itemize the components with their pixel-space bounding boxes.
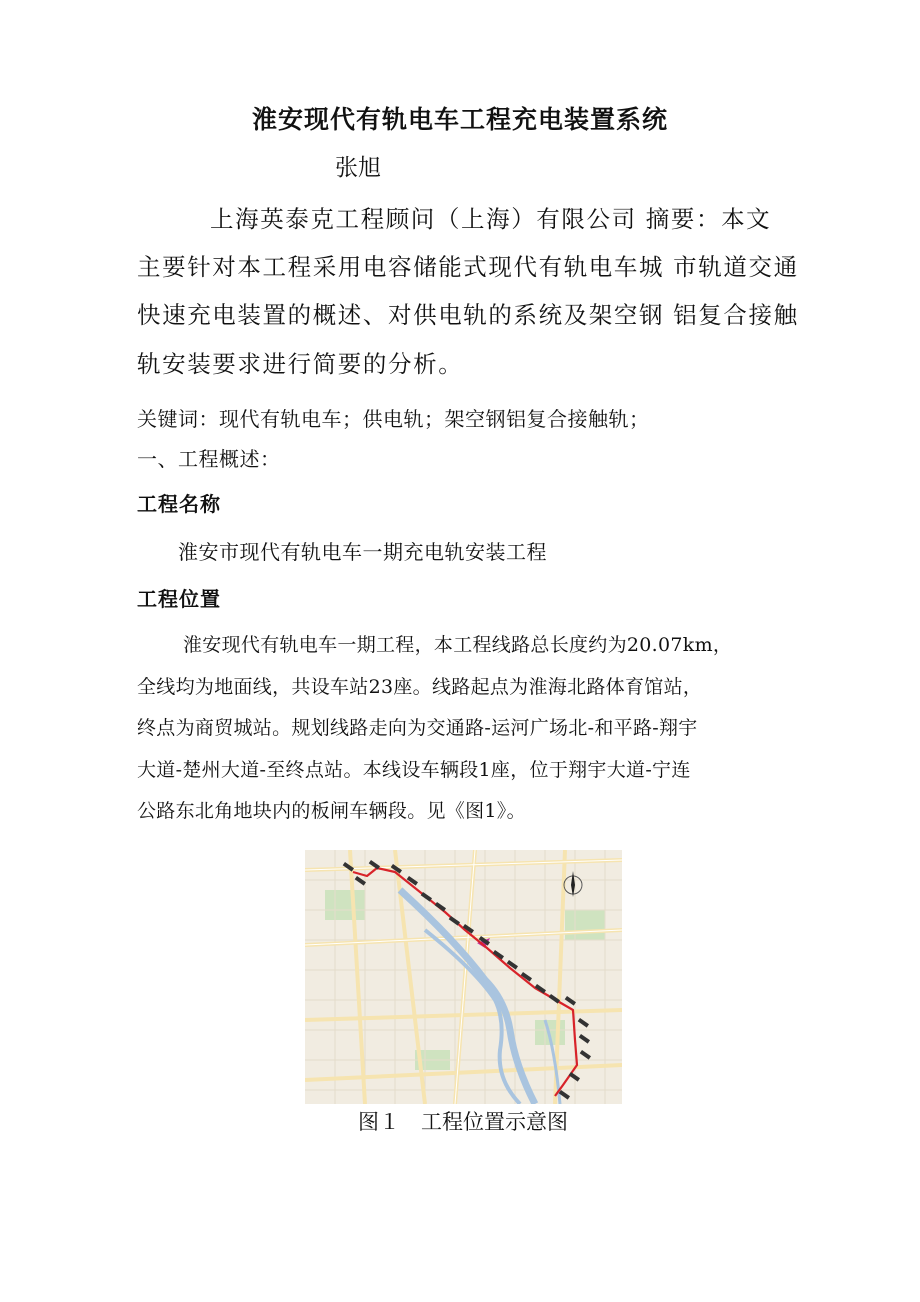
abstract-line-2: 主要针对本工程采用电容储能式现代有轨电车城 市轨道交通: [137, 253, 799, 281]
location-line-4: 大道-楚州大道-至终点站。本线设车辆段1座，位于翔宇大道-宁连: [137, 759, 691, 781]
document-title: 淮安现代有轨电车工程充电装置系统: [251, 105, 668, 134]
project-name: 淮安市现代有轨电车一期充电轨安装工程: [178, 540, 547, 564]
location-line-5: 公路东北角地块内的板闸车辆段。见《图1》。: [137, 800, 526, 822]
abstract-line-1: 上海英泰克工程顾问（上海）有限公司 摘要：本文: [210, 205, 772, 233]
location-line-1: 淮安现代有轨电车一期工程，本工程线路总长度约为20.07km，: [183, 634, 733, 656]
abstract-line-3: 快速充电装置的概述、对供电轨的系统及架空钢 铝复合接触: [137, 301, 799, 329]
abstract-line-4: 轨安装要求进行简要的分析。: [137, 350, 464, 378]
project-location-map: [305, 850, 622, 1104]
heading-project-name: 工程名称: [137, 492, 221, 516]
location-line-3: 终点为商贸城站。规划线路走向为交通路-运河广场北-和平路-翔宇: [137, 717, 698, 739]
heading-project-location: 工程位置: [137, 587, 221, 611]
location-line-2: 全线均为地面线，共设车站23座。线路起点为淮海北路体育馆站，: [137, 676, 703, 698]
author-name: 张旭: [335, 155, 381, 181]
section-heading-overview: 一、工程概述：: [137, 447, 281, 471]
keywords: 关键词：现代有轨电车；供电轨；架空钢铝复合接触轨；: [137, 407, 650, 431]
figure-caption: 图１ 工程位置示意图: [358, 1110, 568, 1134]
